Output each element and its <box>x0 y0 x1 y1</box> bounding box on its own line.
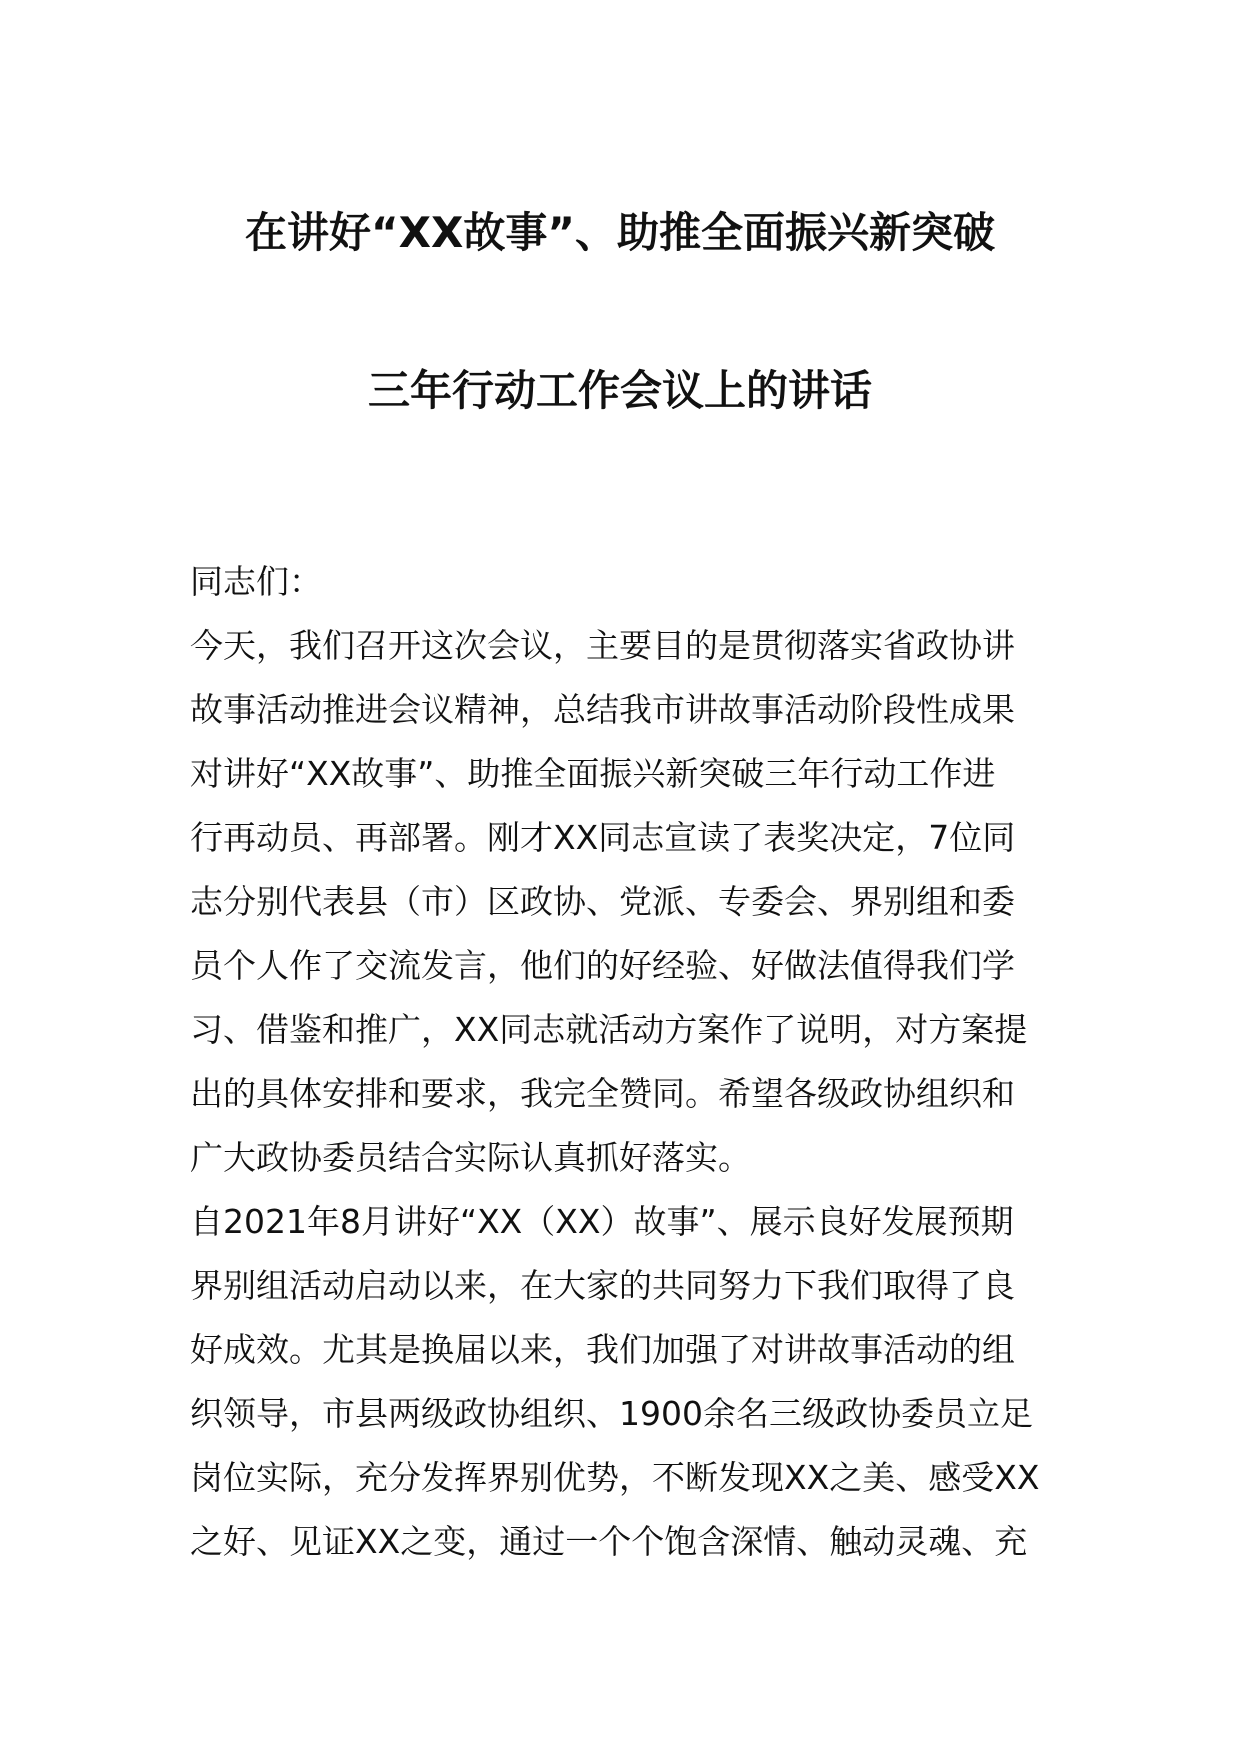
paragraph-1-line: 习、借鉴和推广，XX同志就活动方案作了说明，对方案提 <box>190 1010 1028 1049</box>
paragraph-2-line: 之好、见证XX之变，通过一个个饱含深情、触动灵魂、充 <box>190 1522 1028 1561</box>
paragraph-1-line: 广大政协委员结合实际认真抓好落实。 <box>190 1138 751 1177</box>
paragraph-2-line: 界别组活动启动以来，在大家的共同努力下我们取得了良 <box>190 1266 1015 1305</box>
paragraph-1-line: 对讲好“XX故事”、助推全面振兴新突破三年行动工作进 <box>190 754 996 793</box>
paragraph-1 <box>190 614 1050 1190</box>
paragraph-1-line: 出的具体安排和要求，我完全赞同。希望各级政协组织和 <box>190 1074 1015 1113</box>
paragraph-1-line: 员个人作了交流发言，他们的好经验、好做法值得我们学 <box>190 946 1015 985</box>
paragraph-1-line: 行再动员、再部署。刚才XX同志宣读了表奖决定，7位同 <box>190 818 1016 857</box>
paragraph-2-line: 织领导，市县两级政协组织、1900余名三级政协委员立足 <box>190 1394 1033 1433</box>
greeting: 同志们： <box>190 562 322 601</box>
paragraph-2 <box>190 1190 1050 1574</box>
document-title-line-2: 三年行动工作会议上的讲话 <box>367 366 872 415</box>
paragraph-1-line: 志分别代表县（市）区政协、党派、专委会、界别组和委 <box>190 882 1015 921</box>
document-title-line-1: 在讲好“XX故事”、助推全面振兴新突破 <box>245 208 995 257</box>
paragraph-2-line: 岗位实际，充分发挥界别优势，不断发现XX之美、感受XX <box>190 1458 1040 1497</box>
paragraph-1-line: 今天，我们召开这次会议，主要目的是贯彻落实省政协讲 <box>190 626 1015 665</box>
paragraph-2-line: 自2021年8月讲好“XX（XX）故事”、展示良好发展预期 <box>190 1202 1014 1241</box>
paragraph-2-line: 好成效。尤其是换届以来，我们加强了对讲故事活动的组 <box>190 1330 1015 1369</box>
paragraph-1-line: 故事活动推进会议精神，总结我市讲故事活动阶段性成果 <box>190 690 1015 729</box>
